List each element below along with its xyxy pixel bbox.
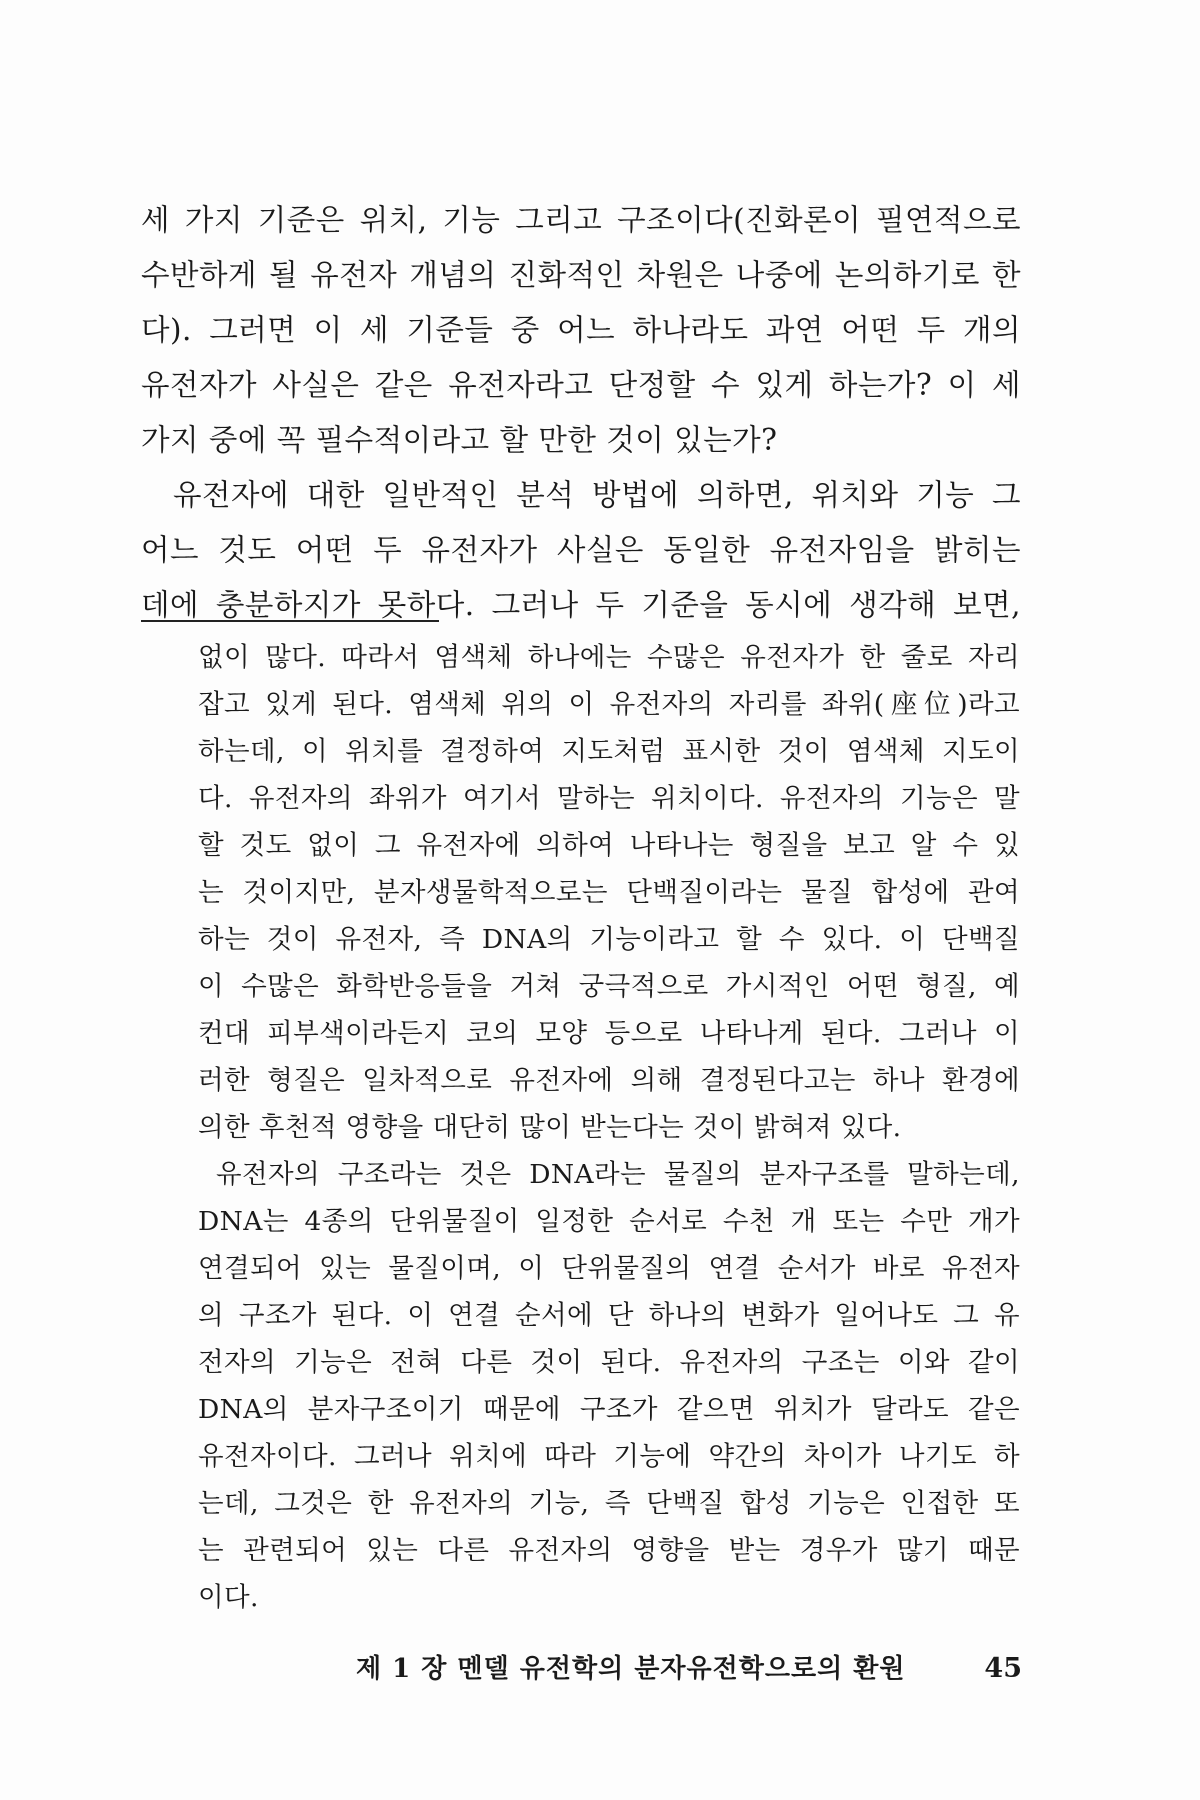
- body-line: 유전자가 사실은 같은 유전자라고 단정할 수 있게 하는가? 이 세: [141, 368, 1021, 402]
- page-number: 45: [984, 1653, 1022, 1684]
- footnote-line: 의한 후천적 영향을 대단히 많이 받는다는 것이 밝혀져 있다.: [198, 1112, 902, 1143]
- footnote-line: 잡고 있게 된다. 염색체 위의 이 유전자의 자리를 좌위(座位)라고: [198, 689, 1020, 720]
- footnote-line: 다. 유전자의 좌위가 여기서 말하는 위치이다. 유전자의 기능은 말: [198, 783, 1020, 814]
- running-footer: [356, 1648, 1022, 1685]
- chapter-title: 제 1 장 멘델 유전학의 분자유전학으로의 환원: [356, 1654, 906, 1684]
- footnote-line: 없이 많다. 따라서 염색체 하나에는 수많은 유전자가 한 줄로 자리: [198, 642, 1020, 673]
- footnote-line: 러한 형질은 일차적으로 유전자에 의해 결정된다고는 하나 환경에: [198, 1065, 1020, 1096]
- footnote-line: DNA는 4종의 단위물질이 일정한 순서로 수천 개 또는 수만 개가: [198, 1206, 1020, 1237]
- footnote-line: 하는 것이 유전자, 즉 DNA의 기능이라고 할 수 있다. 이 단백질: [198, 924, 1020, 955]
- footnote-line: 유전자의 구조라는 것은 DNA라는 물질의 분자구조를 말하는데,: [216, 1159, 1020, 1190]
- body-line: 다). 그러면 이 세 기준들 중 어느 하나라도 과연 어떤 두 개의: [141, 313, 1021, 347]
- footnote-line: DNA의 분자구조이기 때문에 구조가 같으면 위치가 달라도 같은: [198, 1394, 1020, 1425]
- footnote-line: 할 것도 없이 그 유전자에 의하여 나타나는 형질을 보고 알 수 있: [198, 830, 1020, 861]
- body-line: 유전자에 대한 일반적인 분석 방법에 의하면, 위치와 기능 그: [173, 478, 1021, 512]
- footnote-line: 이 수많은 화학반응들을 거쳐 궁극적으로 가시적인 어떤 형질, 예: [198, 971, 1020, 1002]
- footnote-line: 의 구조가 된다. 이 연결 순서에 단 하나의 변화가 일어나도 그 유: [198, 1300, 1020, 1331]
- footnote-line: 유전자이다. 그러나 위치에 따라 기능에 약간의 차이가 나기도 하: [198, 1441, 1020, 1472]
- body-line: 세 가지 기준은 위치, 기능 그리고 구조이다(진화론이 필연적으로: [141, 203, 1021, 237]
- main-body-text: [141, 193, 1021, 633]
- footnote-line: 하는데, 이 위치를 결정하여 지도처럼 표시한 것이 염색체 지도이: [198, 736, 1020, 767]
- body-line: 어느 것도 어떤 두 유전자가 사실은 동일한 유전자임을 밝히는: [141, 533, 1021, 567]
- body-line: 가지 중에 꼭 필수적이라고 할 만한 것이 있는가?: [141, 423, 778, 457]
- footnote-line: 는 관련되어 있는 다른 유전자의 영향을 받는 경우가 많기 때문: [198, 1535, 1020, 1566]
- body-line: 수반하게 될 유전자 개념의 진화적인 차원은 나중에 논의하기로 한: [141, 258, 1021, 292]
- footnote-divider: [141, 620, 439, 622]
- footnote-line: 는 것이지만, 분자생물학적으로는 단백질이라는 물질 합성에 관여: [198, 877, 1020, 908]
- footnote-line: 이다.: [198, 1582, 259, 1613]
- footnote-line: 전자의 기능은 전혀 다른 것이 된다. 유전자의 구조는 이와 같이: [198, 1347, 1020, 1378]
- footnote-text: [198, 634, 1020, 1621]
- footnote-line: 컨대 피부색이라든지 코의 모양 등으로 나타나게 된다. 그러나 이: [198, 1018, 1020, 1049]
- footnote-line: 는데, 그것은 한 유전자의 기능, 즉 단백질 합성 기능은 인접한 또: [198, 1488, 1020, 1519]
- body-line: 데에 충분하지가 못하다. 그러나 두 기준을 동시에 생각해 보면,: [141, 588, 1021, 622]
- footnote-line: 연결되어 있는 물질이며, 이 단위물질의 연결 순서가 바로 유전자: [198, 1253, 1020, 1284]
